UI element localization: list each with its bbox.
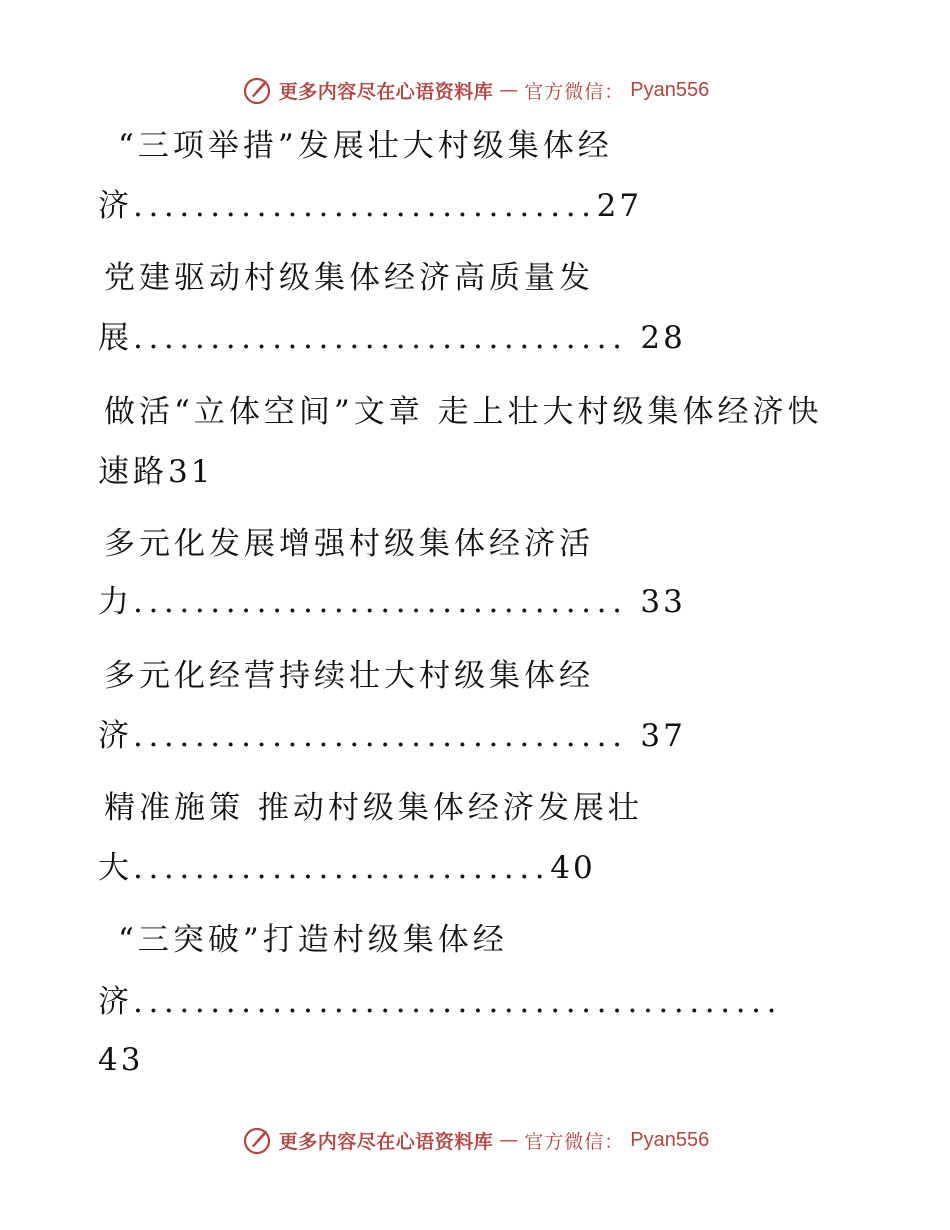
toc-entry-6-line2[interactable] (98, 848, 596, 888)
banner-site-text: 更多内容尽在心语资料库 (278, 1130, 494, 1153)
toc-page-number: 31 (168, 454, 214, 490)
banner-wechat-id: Pyan556 (630, 78, 710, 101)
toc-entry-1-line2[interactable] (98, 186, 642, 226)
toc-entry-7-line2[interactable] (98, 982, 782, 1022)
toc-page-number: 37 (627, 718, 686, 754)
toc-leader-dots: .............................. (133, 188, 597, 224)
toc-page-number: 43 (98, 1042, 144, 1078)
pen-nib-logo-icon (241, 74, 273, 106)
toc-entry-3-title[interactable] (104, 392, 823, 432)
toc-entry-title-tail: 大 (98, 850, 133, 886)
toc-entry-title-text: 做活“立体空间”文章 走上壮大村级集体经济快 (104, 394, 823, 430)
toc-page-number: 40 (550, 850, 596, 886)
pen-nib-logo-icon (241, 1124, 273, 1156)
toc-entry-title-text: “三项举措”发展壮大村级集体经 (118, 128, 613, 164)
toc-entry-7-title[interactable] (118, 920, 508, 960)
banner-content (241, 1124, 710, 1156)
toc-entry-title-text: 多元化发展增强村级集体经济活 (104, 526, 594, 562)
banner-wechat-label: 官方微信： (524, 80, 625, 103)
toc-entry-2-line2[interactable] (98, 318, 686, 358)
toc-entry-3-line2[interactable] (98, 452, 213, 492)
toc-entry-1-title[interactable] (118, 126, 613, 166)
toc-entry-title-text: 精准施策 推动村级集体经济发展壮 (104, 790, 643, 826)
toc-entry-title-tail: 济 (98, 984, 133, 1020)
toc-entry-title-tail: 速路 (98, 454, 168, 490)
banner-dash: — (499, 1129, 519, 1151)
banner-site-text: 更多内容尽在心语资料库 (278, 80, 494, 103)
toc-entry-4-line2[interactable] (98, 582, 686, 622)
toc-entry-title-tail: 力 (98, 584, 133, 620)
toc-leader-dots: ........................... (133, 850, 551, 886)
toc-entry-2-title[interactable] (104, 258, 594, 298)
toc-entry-5-line2[interactable] (98, 716, 686, 756)
toc-entry-title-text: “三突破”打造村级集体经 (118, 922, 508, 958)
footer-banner (0, 1120, 950, 1160)
toc-entry-title-tail: 济 (98, 188, 133, 224)
toc-entry-title-tail: 展 (98, 320, 133, 356)
banner-wechat-label: 官方微信： (524, 1130, 625, 1153)
toc-entry-5-title[interactable] (104, 656, 594, 696)
toc-entry-title-text: 多元化经营持续壮大村级集体经 (104, 658, 594, 694)
toc-leader-dots: .......................................... (133, 984, 783, 1020)
toc-leader-dots: ................................ (133, 584, 628, 620)
toc-page-number: 28 (627, 320, 686, 356)
toc-entry-title-text: 党建驱动村级集体经济高质量发 (104, 260, 594, 296)
toc-leader-dots: ................................ (133, 718, 628, 754)
toc-leader-dots: ................................ (133, 320, 628, 356)
header-banner (0, 70, 950, 110)
toc-entry-4-title[interactable] (104, 524, 594, 564)
banner-content (241, 74, 710, 106)
banner-wechat-id: Pyan556 (630, 1128, 710, 1151)
toc-entry-6-title[interactable] (104, 788, 643, 828)
toc-page-number: 27 (596, 188, 643, 224)
toc-entry-7-page-line[interactable] (98, 1040, 143, 1080)
toc-page-number: 33 (627, 584, 686, 620)
toc-entry-title-tail: 济 (98, 718, 133, 754)
banner-dash: — (499, 79, 519, 101)
